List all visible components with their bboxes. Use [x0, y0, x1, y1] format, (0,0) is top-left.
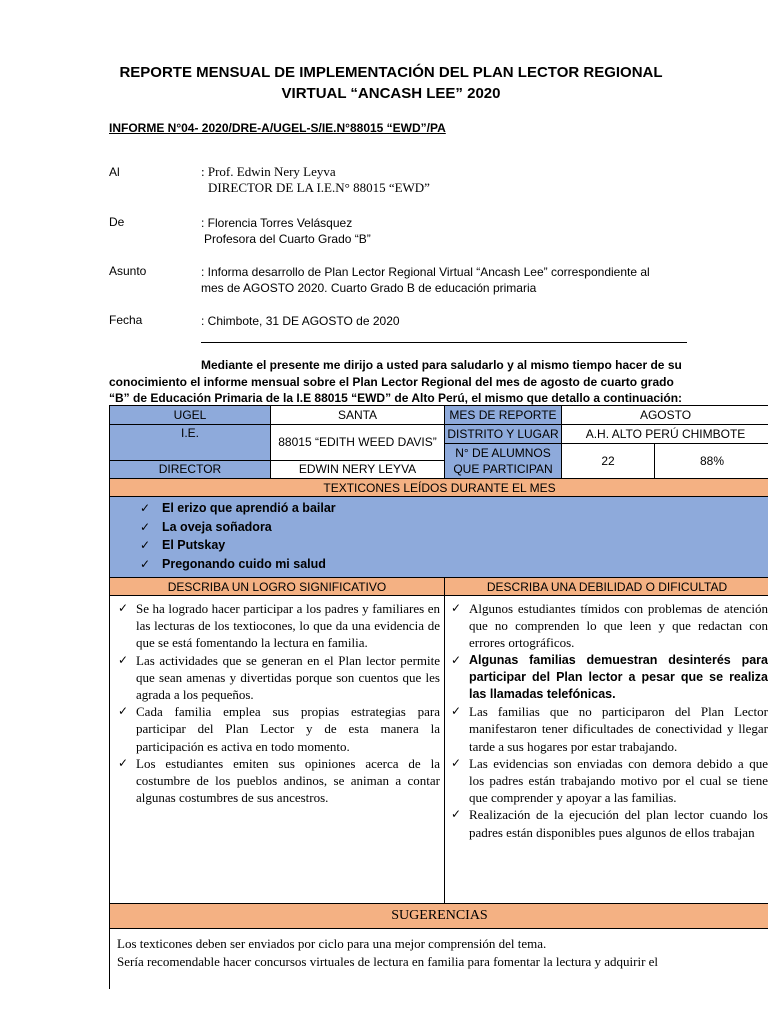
logro-header: DESCRIBA UN LOGRO SIGNIFICATIVO — [110, 578, 445, 596]
list-item: ✓ Los estudiantes emiten sus opiniones acerca de la costumbre de los pueblos andinos, se animan a contar algunas costumbres de sus ancestros. — [118, 755, 440, 806]
check-icon: ✓ — [118, 755, 129, 770]
check-icon: ✓ — [140, 501, 151, 515]
sugerencias-header: SUGERENCIAS — [110, 904, 768, 929]
asunto-value — [201, 264, 650, 296]
check-icon: ✓ — [118, 652, 129, 667]
report-title — [100, 62, 682, 104]
sugerencias-text — [117, 935, 767, 970]
list-item: ✓ Algunos estudiantes tímidos con problemas de atención que no comprenden lo que leen y que redactan con errores ortográficos. — [451, 601, 768, 651]
intro-line1: Mediante el presente me dirijo a usted para saludarlo y al mismo tiempo hacer de su — [201, 358, 682, 372]
debilidades-column — [445, 600, 768, 841]
alumnos-label: N° DE ALUMNOS QUE PARTICIPAN — [445, 444, 562, 479]
check-icon: ✓ — [451, 652, 462, 667]
ugel-value: SANTA — [271, 406, 445, 425]
check-icon: ✓ — [118, 704, 129, 719]
check-icon: ✓ — [118, 601, 129, 615]
texticones-list — [140, 499, 336, 573]
intro-paragraph — [109, 357, 695, 407]
ugel-label: UGEL — [110, 406, 271, 425]
debilidad-header: DESCRIBA UNA DEBILIDAD O DIFICULTAD — [445, 578, 768, 596]
fecha-label: Fecha — [109, 313, 143, 327]
check-icon: ✓ — [451, 704, 462, 719]
director-label: DIRECTOR — [110, 460, 271, 478]
list-item: ✓ La oveja soñadora — [140, 518, 336, 537]
list-item: ✓ El erizo que aprendió a bailar — [140, 499, 336, 518]
sugerencia-line2: Sería recomendable hacer concursos virtuales de lectura en familia para fomentar la lectura y adquirir el — [117, 953, 659, 969]
al-line2: DIRECTOR DE LA I.E.N° 88015 “EWD” — [208, 180, 430, 195]
check-icon: ✓ — [140, 519, 151, 534]
check-icon: ✓ — [140, 556, 151, 571]
asunto-line1: : Informa desarrollo de Plan Lector Regional Virtual “Ancash Lee” correspondiente al — [201, 265, 650, 279]
check-icon: ✓ — [451, 601, 462, 615]
check-icon: ✓ — [451, 755, 462, 770]
alumnos-percent: 88% — [655, 444, 768, 479]
fecha-underline — [201, 342, 687, 343]
report-title-line1: REPORTE MENSUAL DE IMPLEMENTACIÓN DEL PLAN LECTOR REGIONAL — [119, 64, 663, 81]
ie-label: I.E. — [110, 425, 271, 461]
alumnos-count: 22 — [562, 444, 655, 479]
mes-value: AGOSTO — [562, 406, 768, 425]
sugerencia-line1: Los texticones deben ser enviados por ciclo para una mejor comprensión del tema. — [117, 936, 547, 951]
de-line1: : Florencia Torres Velásquez — [201, 216, 353, 230]
al-line1: : Prof. Edwin Nery Leyva — [201, 164, 336, 179]
de-label: De — [109, 215, 125, 229]
list-item: ✓ Pregonando cuido mi salud — [140, 555, 336, 574]
report-title-line2: VIRTUAL “ANCASH LEE” 2020 — [281, 85, 501, 102]
de-value — [201, 215, 371, 247]
ie-value: 88015 “EDITH WEED DAVIS” — [271, 425, 445, 461]
texticones-header: TEXTICONES LEÍDOS DURANTE EL MES — [110, 479, 768, 497]
intro-line2: conocimiento el informe mensual sobre el Plan Lector Regional del mes de agosto de cuarto grado — [109, 374, 674, 389]
list-item: ✓ Las familias que no participaron del Plan Lector manifestaron tener dificultades de conectividad y llegar tarde a sus hogares por estar trabajando. — [451, 704, 768, 754]
fecha-value: : Chimbote, 31 DE AGOSTO de 2020 — [201, 314, 400, 328]
al-value — [201, 164, 430, 196]
director-value: EDWIN NERY LEYVA — [271, 460, 445, 478]
check-icon: ✓ — [451, 807, 462, 822]
informe-number: INFORME N°04- 2020/DRE-A/UGEL-S/IE.N°88015 “EWD”/PA — [109, 121, 446, 135]
intro-line3: “B” de Educación Primaria de la I.E 88015 “EWD” de Alto Perú, el mismo que detallo a continuación: — [109, 391, 683, 405]
list-item: ✓ Realización de la ejecución del plan lector cuando los padres están disponibles pues algunos de ellos trabajan — [451, 807, 768, 840]
list-item: ✓ Las actividades que se generan en el Plan lector permite que sean amenas y divertidas porque son cuentos que les agrada a los pequeños. — [118, 652, 440, 703]
list-item: ✓ Cada familia emplea sus propias estrategias para participar del Plan Lector y de esta manera la participación es activa en todo momento. — [118, 704, 440, 754]
check-icon: ✓ — [140, 538, 151, 552]
list-item: ✓ El Putskay — [140, 536, 336, 555]
distrito-value: A.H. ALTO PERÚ CHIMBOTE — [562, 425, 768, 444]
list-item: ✓ Se ha logrado hacer participar a los padres y familiares en las lecturas de los textiocones, lo que da una evidencia de que se está fomentando la lectura en familia. — [118, 601, 440, 651]
list-item: ✓ Las evidencias son enviadas con demora debido a que los padres están trabajando motivo por el cual se tiene que comprender y apoyar a las familias. — [451, 755, 768, 806]
distrito-label: DISTRITO Y LUGAR — [445, 425, 562, 444]
mes-label: MES DE REPORTE — [445, 406, 562, 425]
asunto-label: Asunto — [109, 264, 147, 278]
asunto-line2: mes de AGOSTO 2020. Cuarto Grado B de educación primaria — [201, 281, 537, 295]
logros-column — [112, 600, 440, 806]
de-line2: Profesora del Cuarto Grado “B” — [204, 232, 371, 246]
list-item: ✓ Algunas familias demuestran desinterés para participar del Plan lector a pesar que se realiza las llamadas telefónicas. — [451, 652, 768, 702]
al-label: Al — [109, 165, 120, 179]
